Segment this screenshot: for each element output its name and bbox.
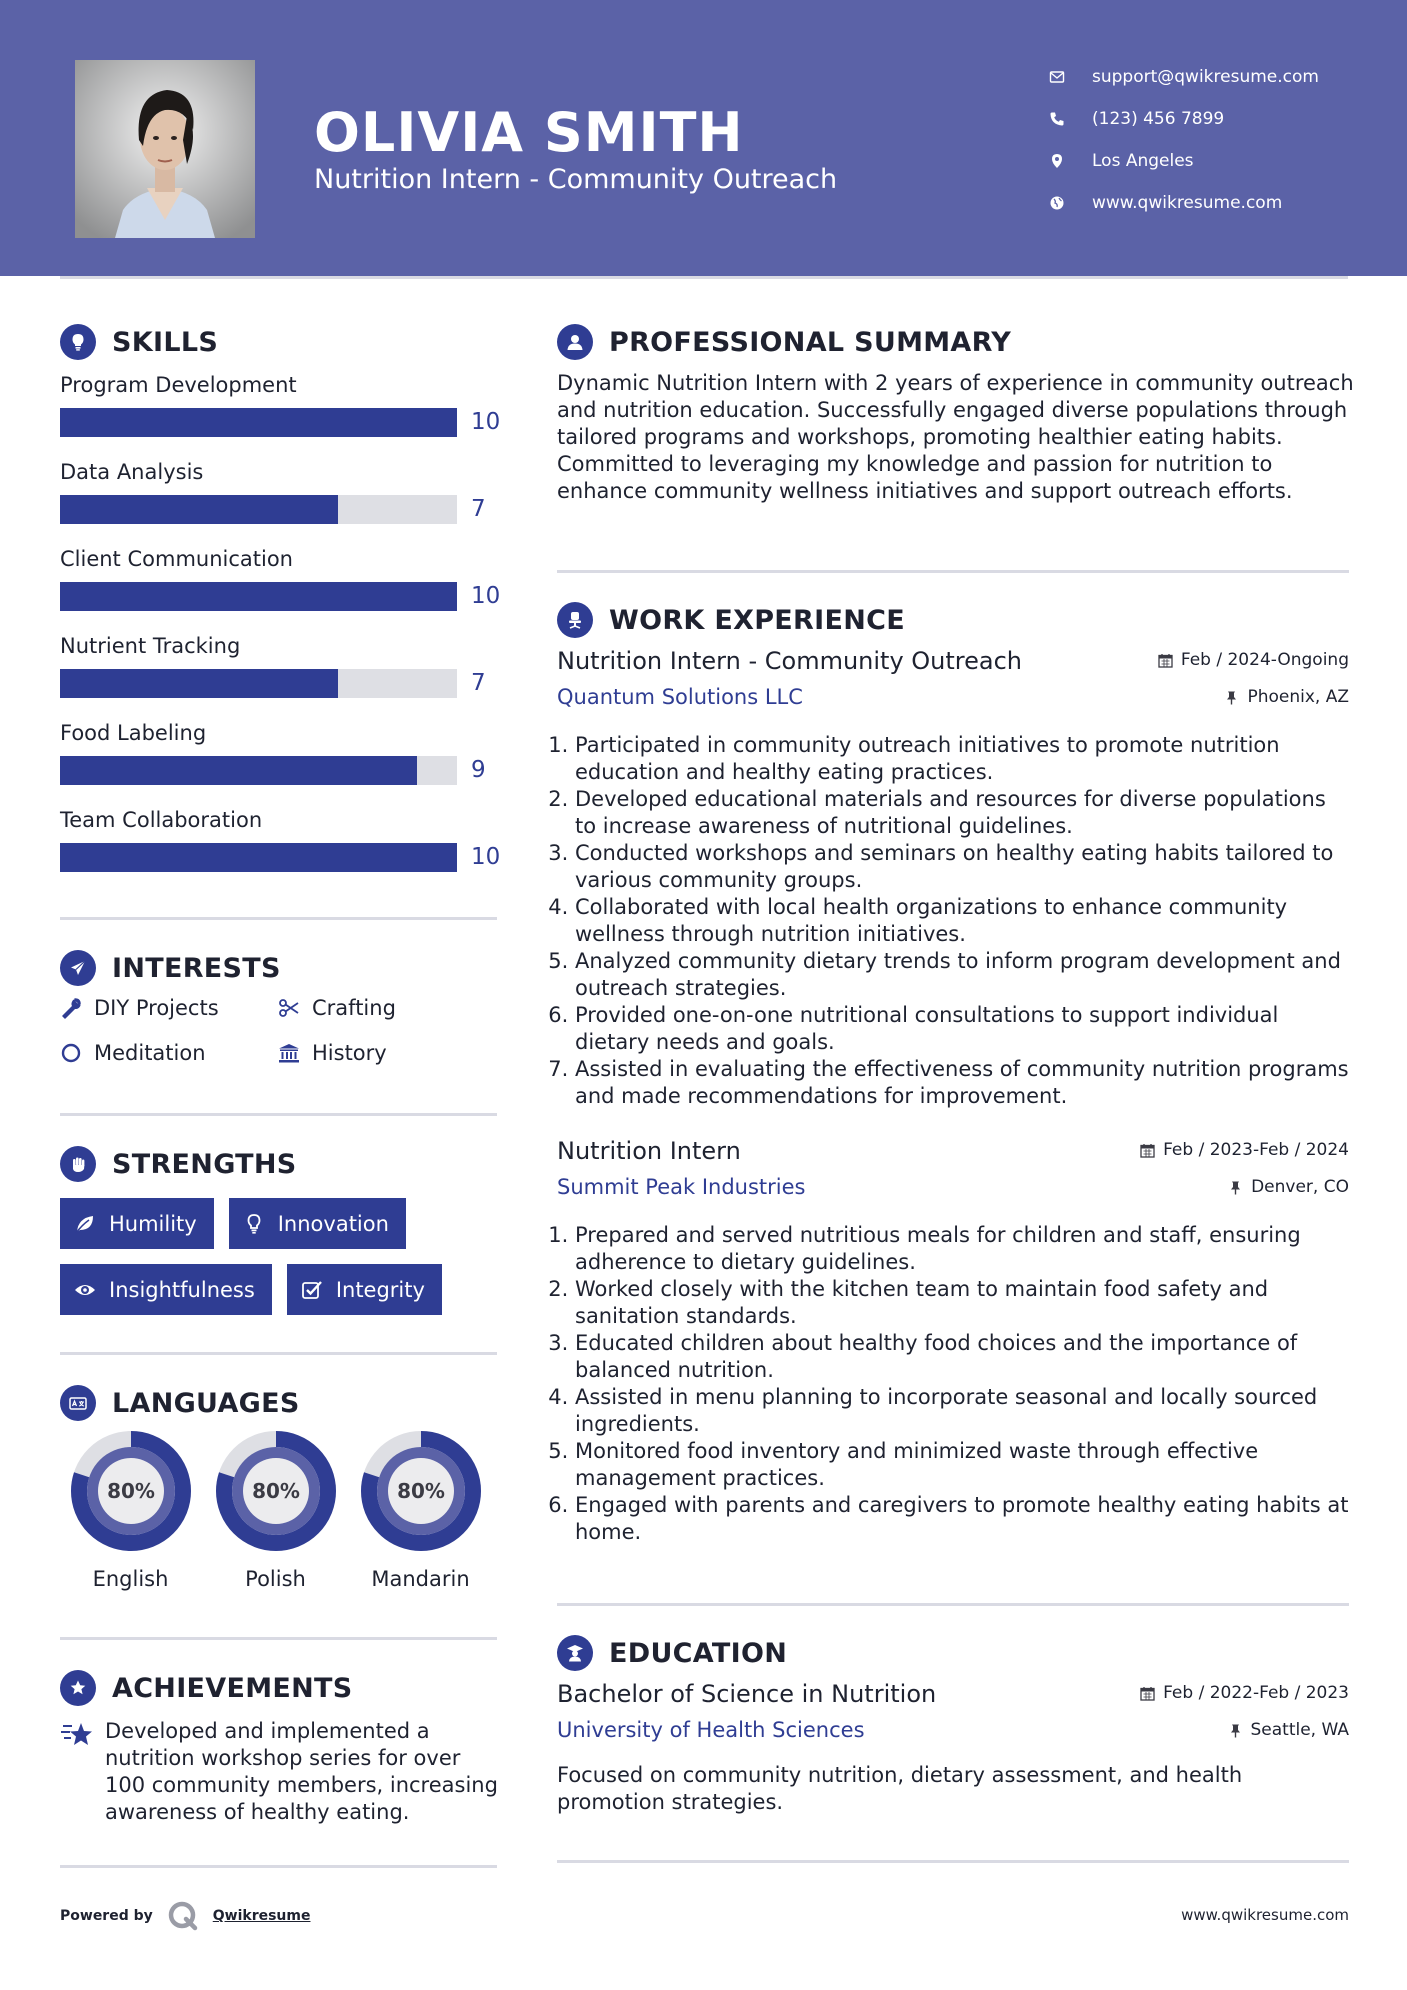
section-divider — [557, 1860, 1349, 1863]
education-location-text: Seattle, WA — [1250, 1720, 1349, 1740]
skill-bar-fill — [60, 582, 457, 611]
strength-label: Innovation — [277, 1211, 389, 1236]
list-item: 1. Participated in community outreach initiatives to promote nutrition education and healthy eating practices. — [575, 732, 1349, 786]
achievements-title: ACHIEVEMENTS — [112, 1672, 353, 1704]
pushpin-icon — [1224, 690, 1239, 705]
language-item — [203, 1429, 348, 1591]
list-item: 4. Collaborated with local health organizations to enhance community wellness through nutrition initiatives. — [575, 894, 1349, 948]
list-item: 3. Conducted workshops and seminars on healthy eating habits tailored to various community groups. — [575, 840, 1349, 894]
section-divider — [60, 917, 497, 920]
wrench-icon — [60, 997, 82, 1019]
interest-label: DIY Projects — [94, 996, 219, 1020]
list-item: 7. Assisted in evaluating the effectiveness of community nutrition programs and made recommendations for improvement. — [575, 1056, 1349, 1110]
contact-website-text: www.qwikresume.com — [1092, 193, 1283, 213]
list-item: 4. Assisted in menu planning to incorporate seasonal and locally sourced ingredients. — [575, 1384, 1349, 1438]
languages-title: LANGUAGES — [112, 1387, 300, 1419]
qwikresume-logo-icon — [167, 1900, 199, 1932]
paper-plane-icon — [60, 950, 96, 986]
skill-item — [60, 459, 500, 546]
skill-level: 10 — [471, 409, 501, 435]
achievement-item — [60, 1718, 500, 1826]
skill-bar — [60, 582, 457, 611]
list-item: 6. Engaged with parents and caregivers to promote healthy eating habits at home. — [575, 1492, 1349, 1546]
lightbulb-icon — [242, 1212, 266, 1236]
lightbulb-icon — [60, 324, 96, 360]
skill-bar-fill — [60, 495, 338, 524]
contact-phone[interactable] — [1048, 98, 1378, 140]
skill-name: Nutrient Tracking — [60, 634, 241, 658]
language-percent: 80% — [396, 1479, 445, 1503]
job-dates-text: Feb / 2024-Ongoing — [1180, 650, 1349, 670]
job-bullets — [557, 1222, 1349, 1546]
calendar-icon — [1158, 653, 1173, 668]
achievement-text: Developed and implemented a nutrition workshop series for over 100 community members, increasing awareness of healthy eating. — [105, 1719, 498, 1824]
skill-bar — [60, 756, 457, 785]
strength-chip — [229, 1198, 406, 1249]
language-item — [348, 1429, 493, 1591]
skill-name: Client Communication — [60, 547, 293, 571]
strengths-title: STRENGTHS — [112, 1148, 297, 1180]
skill-bar — [60, 669, 457, 698]
skill-item — [60, 372, 500, 459]
experience-title: WORK EXPERIENCE — [609, 604, 905, 636]
strength-chip — [287, 1264, 442, 1315]
user-icon — [557, 324, 593, 360]
skill-name: Team Collaboration — [60, 808, 263, 832]
contact-email[interactable] — [1048, 56, 1378, 98]
strength-chip — [60, 1198, 214, 1249]
eye-icon — [73, 1278, 97, 1302]
calendar-icon — [1140, 1686, 1155, 1701]
interests-heading — [60, 948, 281, 988]
section-divider — [60, 1637, 497, 1640]
education-entry — [557, 1679, 1349, 1816]
raised-fist-icon — [60, 1146, 96, 1182]
office-chair-icon — [557, 602, 593, 638]
interest-item — [60, 1040, 278, 1066]
strength-label: Insightfulness — [109, 1277, 255, 1302]
graduate-icon — [557, 1635, 593, 1671]
job-location-text: Phoenix, AZ — [1247, 687, 1349, 707]
job-role: Nutrition Intern - Community Outreach — [557, 647, 1023, 675]
interest-label: Crafting — [312, 996, 396, 1020]
job-company: Quantum Solutions LLC — [557, 685, 803, 709]
skill-level: 7 — [471, 496, 486, 522]
section-divider — [60, 1865, 497, 1868]
section-divider — [60, 1352, 497, 1355]
language-name: English — [92, 1567, 169, 1591]
strength-chip — [60, 1264, 272, 1315]
languages-heading — [60, 1383, 300, 1423]
strength-label: Integrity — [335, 1277, 425, 1302]
pushpin-icon — [1228, 1180, 1243, 1195]
education-dates — [1140, 1683, 1349, 1703]
section-divider — [60, 1113, 497, 1116]
header-divider — [60, 276, 1348, 279]
list-item: 5. Monitored food inventory and minimized waste through effective management practices. — [575, 1438, 1349, 1492]
skill-item — [60, 546, 500, 633]
section-divider — [557, 1603, 1349, 1606]
education-description: Focused on community nutrition, dietary assessment, and health promotion strategies. — [557, 1763, 1243, 1814]
skill-name: Food Labeling — [60, 721, 207, 745]
pushpin-icon — [1228, 1723, 1243, 1738]
job-dates — [1158, 650, 1349, 670]
skill-name: Program Development — [60, 373, 297, 397]
candidate-title: Nutrition Intern - Community Outreach — [314, 164, 838, 195]
skill-name: Data Analysis — [60, 460, 204, 484]
contact-email-text: support@qwikresume.com — [1092, 67, 1319, 87]
resume-header — [0, 0, 1407, 276]
skill-bar-fill — [60, 408, 457, 437]
education-heading — [557, 1633, 787, 1673]
candidate-name: OLIVIA SMITH — [314, 101, 744, 164]
job-bullets — [557, 732, 1349, 1110]
skill-bar — [60, 495, 457, 524]
skill-bar-fill — [60, 756, 417, 785]
job-location-text: Denver, CO — [1251, 1177, 1349, 1197]
skill-level: 10 — [471, 844, 501, 870]
job-location — [1224, 687, 1349, 707]
achievements-heading — [60, 1668, 353, 1708]
language-gauge — [69, 1429, 193, 1553]
contact-phone-text: (123) 456 7899 — [1092, 109, 1225, 129]
contact-list — [1048, 56, 1378, 224]
skill-item — [60, 720, 500, 807]
contact-location — [1048, 140, 1378, 182]
list-item: 5. Analyzed community dietary trends to inform program development and outreach strategies. — [575, 948, 1349, 1002]
list-item: 2. Worked closely with the kitchen team to maintain food safety and sanitation standards. — [575, 1276, 1349, 1330]
interest-label: History — [312, 1041, 387, 1065]
scissors-icon — [278, 997, 300, 1019]
phone-icon — [1048, 110, 1066, 128]
skill-item — [60, 807, 500, 894]
skill-level: 7 — [471, 670, 486, 696]
language-name: Mandarin — [371, 1567, 470, 1591]
skill-level: 9 — [471, 757, 486, 783]
job-entry — [557, 646, 1349, 1110]
skill-bar — [60, 408, 457, 437]
contact-location-text: Los Angeles — [1092, 151, 1194, 171]
job-company: Summit Peak Industries — [557, 1175, 806, 1199]
star-badge-icon — [60, 1670, 96, 1706]
skill-bar — [60, 843, 457, 872]
checkbox-icon — [300, 1278, 324, 1302]
skill-bar-fill — [60, 843, 457, 872]
summary-title: PROFESSIONAL SUMMARY — [609, 326, 1012, 358]
museum-icon — [278, 1042, 300, 1064]
list-item: 2. Developed educational materials and resources for diverse populations to increase awareness of nutritional guidelines. — [575, 786, 1349, 840]
job-entry — [557, 1136, 1349, 1546]
languages-list — [58, 1429, 493, 1591]
job-dates — [1140, 1140, 1349, 1160]
globe-icon — [1048, 194, 1066, 212]
skill-level: 10 — [471, 583, 501, 609]
skills-list — [60, 372, 500, 894]
skills-title: SKILLS — [112, 326, 219, 358]
interest-item — [278, 1040, 496, 1066]
job-dates-text: Feb / 2023-Feb / 2024 — [1163, 1140, 1349, 1160]
summary-text: Dynamic Nutrition Intern with 2 years of experience in community outreach and nutrition education. Successfully engaged diverse populations through tailored programs and workshops, promoting healthier eating habits. Committed to leveraging my knowledge and passion for nutrition to enhance community wellness initiatives and support outreach efforts. — [557, 371, 1354, 503]
skill-bar-fill — [60, 669, 338, 698]
language-gauge — [214, 1429, 338, 1553]
star-icon — [60, 1718, 94, 1826]
experience-heading — [557, 600, 905, 640]
skills-heading — [60, 322, 218, 362]
section-divider — [557, 570, 1349, 573]
language-percent: 80% — [251, 1479, 300, 1503]
job-role: Nutrition Intern — [557, 1137, 741, 1165]
interests-title: INTERESTS — [112, 952, 281, 984]
brand-link[interactable]: Qwikresume — [212, 1908, 311, 1924]
interest-item — [60, 995, 278, 1021]
strengths-list — [60, 1198, 505, 1315]
education-dates-text: Feb / 2022-Feb / 2023 — [1163, 1683, 1349, 1703]
calendar-icon — [1140, 1143, 1155, 1158]
language-item — [58, 1429, 203, 1591]
location-pin-icon — [1048, 152, 1066, 170]
job-location — [1228, 1177, 1349, 1197]
education-location — [1228, 1720, 1350, 1740]
contact-website[interactable] — [1048, 182, 1378, 224]
list-item: 1. Prepared and served nutritious meals for children and staff, ensuring adherence to dietary guidelines. — [575, 1222, 1349, 1276]
education-school: University of Health Sciences — [557, 1718, 865, 1742]
language-percent: 80% — [106, 1479, 155, 1503]
footer-url[interactable]: www.qwikresume.com — [1181, 1906, 1349, 1924]
interest-item — [278, 995, 496, 1021]
language-name: Polish — [245, 1567, 306, 1591]
education-degree: Bachelor of Science in Nutrition — [557, 1680, 937, 1708]
education-title: EDUCATION — [609, 1637, 788, 1669]
skill-item — [60, 633, 500, 720]
interests-list — [60, 995, 500, 1066]
circle-icon — [60, 1042, 82, 1064]
summary-heading — [557, 322, 1011, 362]
footer-branding — [60, 1896, 310, 1936]
list-item: 3. Educated children about healthy food choices and the importance of balanced nutrition. — [575, 1330, 1349, 1384]
strengths-heading — [60, 1144, 297, 1184]
list-item: 6. Provided one-on-one nutritional consultations to support individual dietary needs and goals. — [575, 1002, 1349, 1056]
powered-by-label: Powered by — [60, 1908, 153, 1924]
language-icon — [60, 1385, 96, 1421]
envelope-icon — [1048, 68, 1066, 86]
leaf-icon — [73, 1212, 97, 1236]
strength-label: Humility — [109, 1211, 197, 1236]
profile-photo — [75, 60, 255, 238]
interest-label: Meditation — [94, 1041, 206, 1065]
language-gauge — [359, 1429, 483, 1553]
